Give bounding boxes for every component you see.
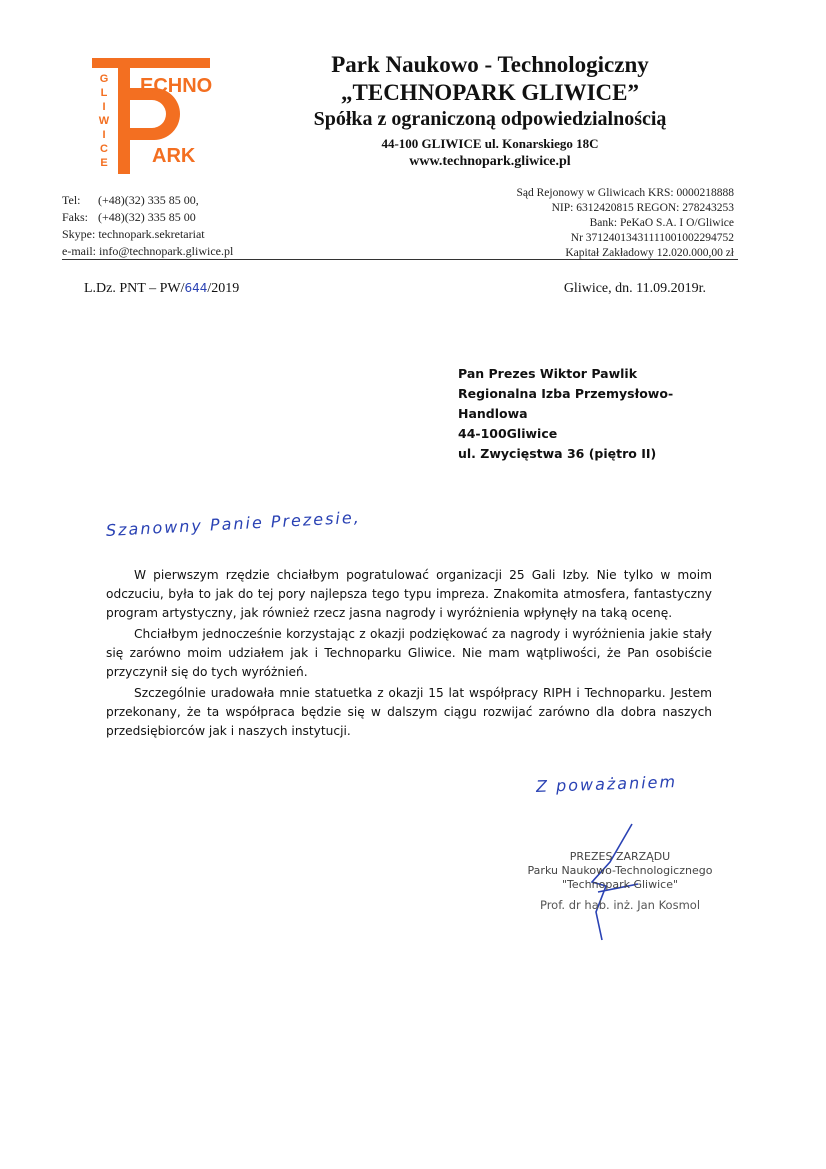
logo-vertical-letter: E: [100, 157, 108, 169]
recipient-street: ul. Zwycięstwa 36 (piętro II): [458, 446, 657, 461]
skype-row: Skype: technopark.sekretariat: [62, 227, 205, 241]
court-registry: Sąd Rejonowy w Gliwicach KRS: 0000218888: [516, 187, 734, 199]
bank-account: Nr 37124013431111001002294752: [570, 232, 734, 244]
share-capital: Kapitał Zakładowy 12.020.000,00 zł: [565, 247, 734, 259]
reference-prefix: L.Dz. PNT – PW/: [84, 281, 185, 296]
recipient-org-line2: Handlowa: [458, 406, 528, 421]
company-address: 44-100 GLIWICE ul. Konarskiego 18C: [381, 136, 599, 151]
signatory-org-line1: Parku Naukowo-Technologicznego: [527, 864, 713, 877]
signatory-org-line2: "Technopark Gliwice": [561, 878, 679, 891]
signatory-title: PREZES ZARZĄDU: [569, 850, 671, 863]
registration-details: [516, 186, 734, 261]
tax-ids: NIP: 6312420815 REGON: 278243253: [551, 202, 734, 214]
company-name-line1: Park Naukowo - Technologiczny: [331, 52, 649, 77]
logo-vertical-letter: G: [99, 73, 109, 85]
recipient-city: 44-100Gliwice: [458, 426, 558, 441]
recipient-address: [458, 364, 673, 464]
phone-row: [62, 192, 233, 209]
header-divider: [62, 259, 738, 260]
logo-vertical-letter: C: [100, 143, 108, 155]
reference-number: [84, 281, 239, 297]
signature-block: [510, 850, 730, 912]
signatory-name: Prof. dr hab. inż. Jan Kosmol: [539, 898, 701, 912]
letter-body: [106, 566, 712, 743]
bank-name: Bank: PeKaO S.A. I O/Gliwice: [589, 217, 734, 229]
company-website: www.technopark.gliwice.pl: [409, 154, 571, 169]
reference-suffix: /2019: [207, 281, 240, 296]
handwritten-salutation: Szanowny Panie Prezesie,: [105, 507, 362, 540]
logo-vertical-letter: I: [102, 101, 106, 113]
logo-echno: ECHNO: [140, 75, 213, 97]
logo-vertical-letter: I: [102, 129, 106, 141]
fax-row: [62, 209, 233, 226]
logo-vertical-letter: L: [100, 87, 108, 99]
letter-date: Gliwice, dn. 11.09.2019r.: [563, 281, 706, 296]
email-row: e-mail: info@technopark.gliwice.pl: [62, 244, 234, 258]
handwritten-closing: Z poważaniem: [535, 772, 678, 796]
company-legal-form: Spółka z ograniczoną odpowiedzialnością: [313, 108, 667, 130]
reference-handwritten-number: 644: [184, 281, 208, 295]
fax-label: Faks:: [62, 210, 89, 224]
logo-vertical-letter: W: [98, 115, 110, 127]
body-paragraph-2: Chciałbym jednocześnie korzystając z okazji podziękować za nagrody i wyróżnienia jakie stały się zarówno moim udziałem jak i Technoparku Gliwice. Nie mam wątpliwości, że Pan osobiście przyczynił się do tych wyróżnień.: [106, 627, 712, 679]
phone-value: (+48)(32) 335 85 00,: [98, 193, 199, 207]
company-name-line2: „TECHNOPARK GLIWICE”: [341, 80, 639, 105]
fax-value: (+48)(32) 335 85 00: [98, 210, 196, 224]
recipient-name: Pan Prezes Wiktor Pawlik: [458, 366, 638, 381]
logo-ark: ARK: [152, 145, 196, 167]
contact-details: [62, 192, 233, 260]
body-paragraph-3: Szczególnie uradowała mnie statuetka z okazji 15 lat współpracy RIPH i Technoparku. Jestem przekonany, że ta współpraca będzie się w dalszym ciągu rozwijać zarówno dla dobra naszych przedsiębiorców jak i naszych instytucji.: [106, 686, 712, 738]
body-paragraph-1: W pierwszym rzędzie chciałbym pogratulować organizacji 25 Gali Izby. Nie tylko w moim odczuciu, była to jak do tej pory najlepsza tego typu impreza. Znakomita atmosfera, fantastyczny program artystyczny, jak również rzecz jasna nagrody i wyróżnienia wpłynęły na taką ocenę.: [106, 568, 712, 620]
phone-label: Tel:: [62, 193, 81, 207]
recipient-org-line1: Regionalna Izba Przemysłowo-: [458, 386, 674, 401]
technopark-logo: [82, 58, 232, 174]
